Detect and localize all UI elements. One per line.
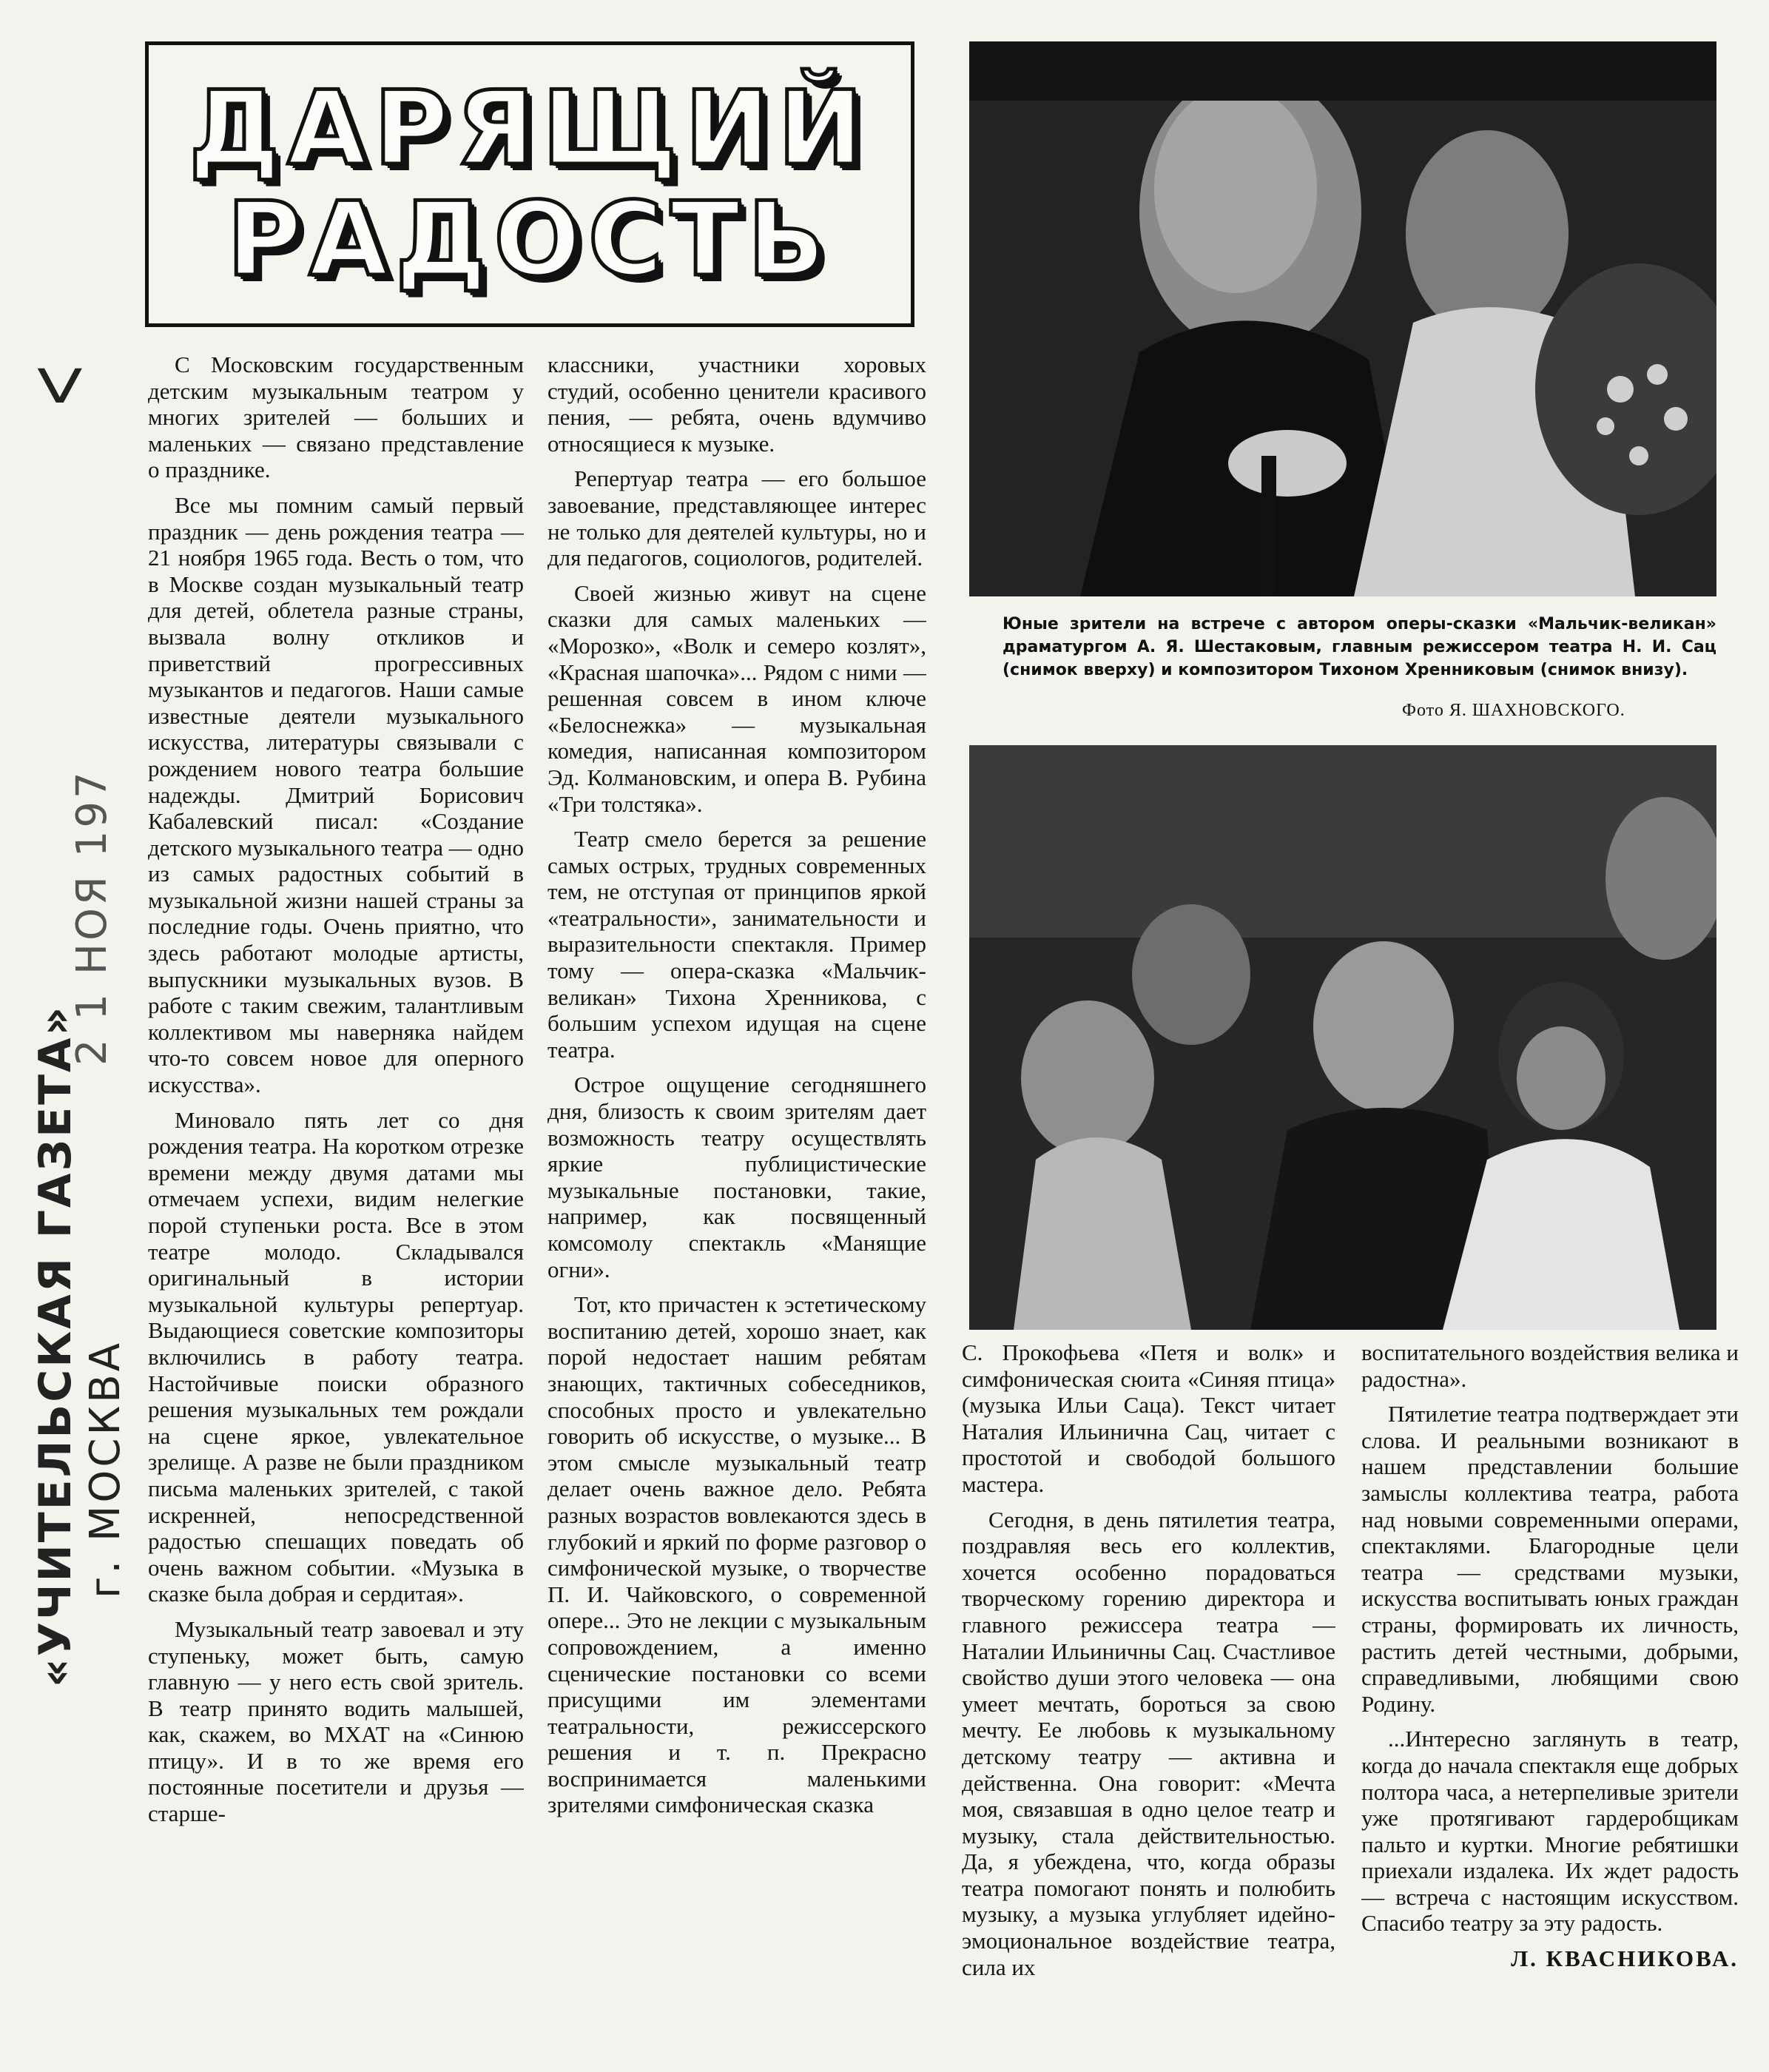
headline-box — [145, 41, 914, 327]
photo-bottom — [969, 745, 1716, 1330]
paragraph: Тот, кто причастен к эстетическому воспитанию детей, хорошо знает, как порой недостает нашим ребятам знающих, тактичных собеседников, способных просто и увлекательно говорить об искусстве, о музыке... В этом смысле музыкальный театр делает очень важное дело. Ребята разных возрастов вовлекаются здесь в глубокий и яркий по форме разговор о симфонической музыке, о творчестве П. И. Чайковского, о современной опере... Это не лекции с музыкальным сопровождением, а именно сценические постановки со всеми присущими им элементами театральности, режиссерского решения и т. п. Прекрасно воспринимается маленькими зрителями симфоническая сказка — [547, 1291, 926, 1818]
paragraph: С. Прокофьева «Петя и волк» и симфоническая сюита «Синяя птица» (музыка Ильи Саца). Текст читает Наталия Ильинична Сац, читает с простотой и свободой большого мастера. — [962, 1339, 1335, 1497]
newspaper-source-stamp — [30, 1005, 129, 1687]
photo-top-image — [969, 41, 1716, 596]
paragraph: С Московским государственным детским музыкальным театром у многих зрителей — больших и маленьких — связано представление о празднике. — [148, 352, 524, 483]
newspaper-city: г. МОСКВА — [81, 1339, 129, 1598]
paragraph: Миновало пять лет со дня рождения театра. На коротком отрезке времени между двумя датами мы отмечаем успехи, видим нелегкие порой ступеньки роста. Все в этом театре молодо. Складывался оригинальный в истории музыкальной культуры репертуар. Выдающиеся советские композиторы включились в работу театра. Настойчивые поиски образного решения музыкальных тем рождали на сцене яркое, увлекательное зрелище. А разве не были праздником письма маленьких зрителей, с такой искренней, непосредственной радостью спешащих поведать об очень важном событии. «Музыка в сказке была добрая и сердитая». — [148, 1106, 524, 1607]
paragraph: Острое ощущение сегодняшнего дня, близость к своим зрителям дает возможность театру осуществлять яркие публицистические музыкальные постановки, такие, например, как посвященный комсомолу спектакль «Манящие огни». — [547, 1072, 926, 1282]
photo-credit: Фото Я. ШАХНОВСКОГО. — [1402, 701, 1625, 720]
photo-top — [969, 41, 1716, 596]
paragraph: ...Интересно заглянуть в театр, когда до начала спектакля еще добрых полтора часа, а нетерпеливые зрители уже протягивают гардеробщикам пальто и куртки. Многие ребятишки приехали издалека. Их ждет радость — встреча с настоящим искусством. Спасибо театру за эту радость. — [1361, 1726, 1739, 1937]
headline-line-2: РАДОСТЬ — [226, 180, 833, 299]
photo-bottom-image — [969, 745, 1716, 1330]
paragraph: Музыкальный театр завоевал и эту ступеньку, может быть, самую главную — у него есть свой зритель. В театр принято водить малышей, как, скажем, во МХАТ на «Синюю птицу». И в то же время его постоянные посетители и друзья — старше- — [148, 1615, 524, 1827]
article-column-4 — [1361, 1339, 1739, 2057]
headline-line-1: ДАРЯЩИЙ — [189, 69, 871, 188]
author-signature: Л. КВАСНИКОВА. — [1511, 1945, 1739, 1972]
date-stamp: 2 1 НОЯ 197 — [68, 769, 116, 1066]
paragraph: Театр смело берется за решение самых острых, трудных современных тем, не отступая от принципов яркой «театральности», занимательности и выразительности спектакля. Пример тому — опера-сказка «Мальчик-великан» Тихона Хренникова, с большим успехом идущая на сцене театра. — [547, 826, 926, 1063]
paragraph: Своей жизнью живут на сцене сказки для самых маленьких — «Морозко», «Волк и семеро козлят», «Красная шапочка»... Рядом с ними — решенная совсем в ином ключе «Белоснежка» — музыкальная комедия, написанная композитором Эд. Колмановским, и опера В. Рубина «Три толстяка». — [547, 579, 926, 817]
paragraph: Репертуар театра — его большое завоевание, представляющее интерес не только для деятелей культуры, но и для педагогов, социологов, родителей. — [547, 465, 926, 571]
handwritten-check-mark: V — [37, 359, 83, 414]
paragraph: Сегодня, в день пятилетия театра, поздравляя весь его коллектив, хочется особенно порадоваться творческому горению директора и главного режиссера театра — Наталии Ильиничны Сац. Счастливое свойство души этого человека — она умеет мечтать, бороться за свою мечту. Ее любовь к музыкальному детскому театру — активна и действенна. Она говорит: «Мечта моя, связавшая в одно целое театр и музыку, стала действительностью. Да, я убеждена, что, когда образы театра помогают понять и полюбить музыку, а музыка углубляет идейно-эмоциональное воздействие театра, сила их — [962, 1506, 1335, 1980]
article-column-3 — [962, 1339, 1335, 2057]
article-column-1 — [148, 352, 524, 2057]
paragraph: классники, участники хоровых студий, особенно ценители красивого пения, — ребята, очень вдумчиво относящиеся к музыке. — [547, 352, 926, 457]
photo-caption: Юные зрители на встрече с автором оперы-сказки «Мальчик-великан» драматургом А. Я. Шестаковым, главным режиссером театра Н. И. Сац (снимок вверху) и композитором Тихоном Хренниковым (снимок внизу). — [1003, 615, 1716, 679]
newspaper-name: «УЧИТЕЛЬСКАЯ ГАЗЕТА» — [30, 1004, 81, 1687]
paragraph: Все мы помним самый первый праздник — день рождения театра — 21 ноября 1965 года. Весть о том, что в Москве создан музыкальный театр для детей, облетела разные страны, вызвала волну откликов и приветствий прогрессивных музыкантов и педагогов. Наши самые известные деятели музыкального искусства, литературы связывали с рождением нового театра большие надежды. Дмитрий Борисович Кабалевский писал: «Создание детского музыкального театра — одно из самых радостных событий в музыкальной жизни нашей страны за последние годы. Очень приятно, что здесь работают молодые артисты, выпускники музыкальных вузов. В работе с таким свежим, талантливым коллективом мы наверняка найдем что-то совсем новое для оперного искусства». — [148, 491, 524, 1098]
paragraph: воспитательного воздействия велика и радостна». — [1361, 1339, 1739, 1392]
article-column-2 — [547, 352, 926, 2057]
paragraph: Пятилетие театра подтверждает эти слова. И реальными возникают в нашем представлении большие замыслы коллектива театра, работа над новыми современными операми, спектаклями. Благородные цели театра — средствами музыки, искусства воспитывать юных граждан страны, формировать их личность, растить детей честными, добрыми, справедливыми, любящими свою Родину. — [1361, 1401, 1739, 1717]
